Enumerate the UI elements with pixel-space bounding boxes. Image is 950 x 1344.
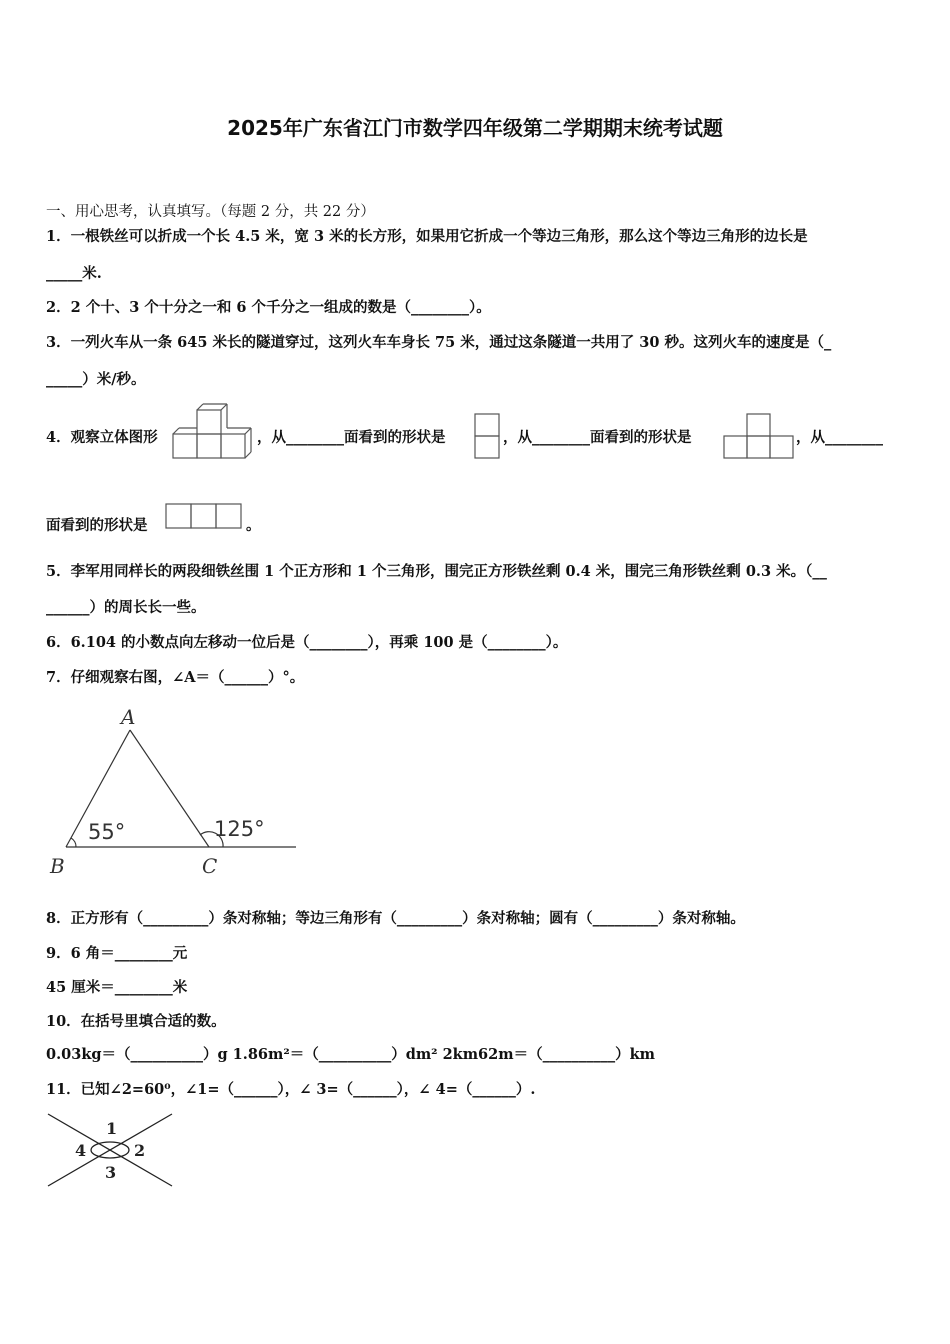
page-title: 2025年广东省江门市数学四年级第二学期期末统考试题 [227,116,723,140]
question-1-line1: 1．一根铁丝可以折成一个长 4.5 米，宽 3 米的长方形，如果用它折成一个等边三角形，那么这个等边三角形的边长是 [46,228,808,245]
question-5-line2: ______）的周长长一些。 [46,599,206,616]
angle-b-value: 55° [88,820,126,844]
question-9-line2: 45 厘米＝________米 [46,979,188,996]
angle-1-label: 1 [106,1119,118,1138]
view-shape-vertical [473,412,501,462]
question-5-line1: 5．李军用同样长的两段细铁丝围 1 个正方形和 1 个三角形，围完正方形铁丝剩 0.4 米，围完三角形铁丝剩 0.3 米。（__ [46,563,827,580]
vertex-a-label: A [121,705,136,729]
question-7: 7．仔细观察右图，∠A＝（______）°。 [46,669,305,686]
solid-figure-drawing [171,402,257,462]
angle-c-value: 125° [214,817,265,841]
question-4-text-c: ，从________面看到的形状是 [503,429,692,446]
question-4-text-e: 面看到的形状是 [46,517,148,534]
vertex-b-label: B [50,854,65,878]
angle-2-label: 2 [134,1141,146,1160]
section-heading: 一、用心思考，认真填写。（每题 2 分，共 22 分） [46,204,375,220]
question-4-text-d: ，从________ [796,429,883,446]
intersecting-lines-figure [44,1108,179,1190]
question-1-line2: _____米. [46,265,102,282]
question-10-items: 0.03kg＝（__________）g 1.86m²＝（__________）dm² 2km62m＝（__________）km [46,1046,655,1063]
view-shape-row [164,502,244,530]
vertex-c-label: C [202,854,218,878]
question-4-text-b: ，从________面看到的形状是 [257,429,446,446]
question-3-line2: _____）米/秒。 [46,371,146,388]
question-9-line1: 9．6 角＝________元 [46,945,188,962]
question-4-text-a: 4．观察立体图形 [46,429,158,446]
question-6: 6．6.104 的小数点向左移动一位后是（________），再乘 100 是（________）。 [46,634,568,651]
question-3-line1: 3．一列火车从一条 645 米长的隧道穿过，这列火车车身长 75 米，通过这条隧道一共用了 30 秒。这列火车的速度是（_ [46,334,832,351]
angle-3-label: 3 [105,1163,117,1182]
question-11: 11．已知∠2=60⁰，∠1=（______），∠ 3=（______），∠ 4=（______）. [46,1081,536,1098]
triangle-figure [44,700,304,885]
question-2: 2．2 个十、3 个十分之一和 6 个千分之一组成的数是（________）。 [46,299,491,316]
view-shape-t [722,412,796,460]
question-10: 10．在括号里填合适的数。 [46,1013,226,1030]
question-8: 8．正方形有（_________）条对称轴；等边三角形有（_________）条对称轴；圆有（_________）条对称轴。 [46,910,745,927]
question-4-text-f: 。 [246,517,261,534]
angle-4-label: 4 [75,1141,87,1160]
